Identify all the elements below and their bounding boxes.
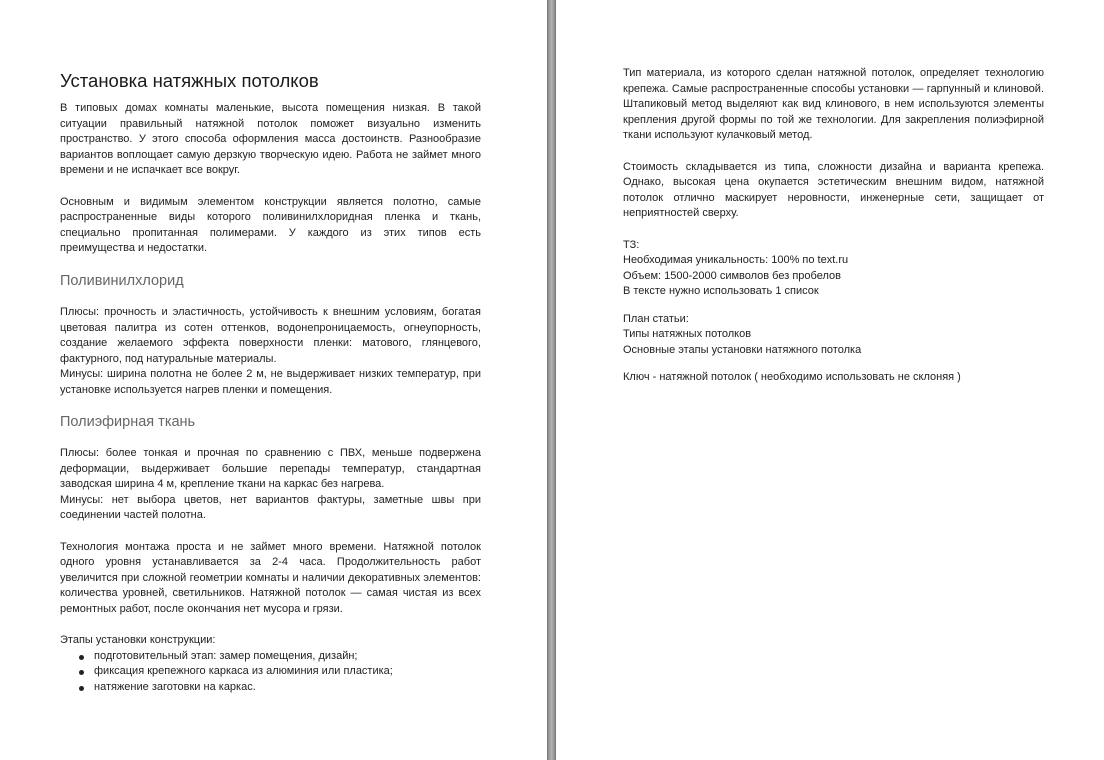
page-content bbox=[60, 70, 481, 695]
page-content bbox=[623, 66, 1044, 386]
paragraph-poly-cons: Минусы: нет выбора цветов, нет вариантов фактуры, заметные швы при соединении частей полотна. bbox=[60, 493, 481, 522]
paragraph-intro: В типовых домах комнаты маленькие, высота помещения низкая. В такой ситуации правильный натяжной потолок поможет визуально изменить пространство. У этого способа оформления масса достоинств. Разнообразие вариантов воплощает самую дерзкую творческую идею. Работа не займет много времени и не испачкает все вокруг. bbox=[60, 102, 481, 177]
document-title: Установка натяжных потолков bbox=[60, 70, 319, 91]
keyword-line: Ключ - натяжной потолок ( необходимо использовать не склоняя ) bbox=[623, 371, 961, 383]
tz-label: ТЗ: bbox=[623, 238, 640, 251]
heading-polyester: Полиэфирная ткань bbox=[60, 414, 196, 431]
page-gutter bbox=[548, 0, 555, 760]
paragraph-materials: Основным и видимым элементом конструкции является полотно, самые распространенные виды которого поливинилхлоридная пленка и ткань, специально пропитанная полимерами. У каждого из этих типов есть преимущества и недостатки. bbox=[60, 195, 481, 255]
paragraph-poly-pros: Плюсы: более тонкая и прочная по сравнению с ПВХ, меньше подвержена деформации, выдерживает большие перепады температур, стандартная заводская ширина 4 м, крепление ткани на каркас без нагрева. bbox=[60, 447, 481, 491]
paragraph-cost: Стоимость складывается из типа, сложности дизайна и варианта крепежа. Однако, высокая цена окупается эстетическим внешним видом, натяжной потолок отлично маскирует неровности, инженерные сети, защищает от неприятностей сверху. bbox=[623, 160, 1044, 219]
paragraph-mounting: Тип материала, из которого сделан натяжной потолок, определяет технологию крепежа. Самые распространенные способы установки — гарпунный и клиновой. Штапиковый метод выделяют как вид клинового, в нем используются элементы крепления другой формы по той же технологии. Для закрепления полиэфирной ткани используют кулачковый метод. bbox=[623, 67, 1044, 141]
heading-pvc: Поливинилхлорид bbox=[60, 272, 184, 289]
tz-line: В тексте нужно использовать 1 список bbox=[623, 285, 819, 297]
stages-label: Этапы установки конструкции: bbox=[60, 634, 216, 647]
paragraph-pvc-cons: Минусы: ширина полотна не более 2 м, не выдерживает низких температур, при установке используется нагрев пленки и помещения. bbox=[60, 368, 481, 396]
list-item: подготовительный этап: замер помещения, дизайн; bbox=[79, 649, 481, 665]
document-page-left bbox=[0, 0, 548, 760]
paragraph-technology: Технология монтажа проста и не займет много времени. Натяжной потолок одного уровня устанавливается за 2-4 часа. Продолжительность работ увеличится при сложной геометрии комнаты и наличии декоративных элементов: количества уровней, светильников. Натяжной потолок — самая чистая из всех ремонтных работ, после окончания нет мусора и грязи. bbox=[60, 540, 481, 615]
plan-line: Типы натяжных потолков bbox=[623, 328, 752, 340]
list-item: натяжение заготовки на каркас. bbox=[79, 680, 481, 696]
stages-list bbox=[60, 649, 481, 696]
paragraph-pvc-pros: Плюсы: прочность и эластичность, устойчивость к внешним условиям, богатая цветовая палитра из сотен оттенков, водонепроницаемость, огнеупорность, создание желаемого эффекта поверхности пленки: матового, глянцевого, фактурного, под натуральные материалы. bbox=[60, 306, 481, 365]
plan-line: Основные этапы установки натяжного потолка bbox=[623, 343, 862, 356]
tz-line: Необходимая уникальность: 100% по text.ru bbox=[623, 254, 849, 266]
document-page-right bbox=[555, 0, 1104, 760]
tz-line: Объем: 1500-2000 символов без пробелов bbox=[623, 269, 841, 282]
plan-label: План статьи: bbox=[623, 312, 689, 325]
list-item: фиксация крепежного каркаса из алюминия или пластика; bbox=[79, 664, 481, 680]
